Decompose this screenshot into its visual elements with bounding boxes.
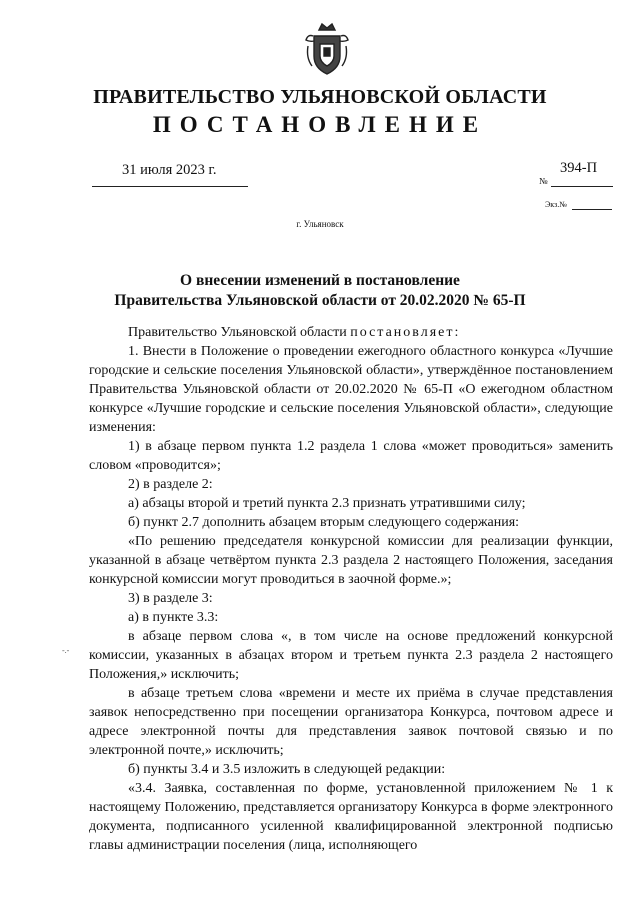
paragraph: «По решению председателя конкурсной комиссии для реализации функции, указанной в абзаце четвёртом пункта 2.3 раздела 2 настоящего Положения, заседания конкурсной комиссии могут проводиться в заочной форме.»; bbox=[89, 534, 613, 587]
city: г. Ульяновск bbox=[296, 219, 344, 229]
intro-verb: постановляет bbox=[350, 325, 455, 340]
title-line-1: О внесении изменений в постановление bbox=[180, 272, 460, 289]
document-number: 394-П bbox=[560, 160, 598, 176]
copy-number-label: Экз.№ bbox=[545, 200, 567, 209]
paragraph: «3.4. Заявка, составленная по форме, установленной приложением № 1 к настоящему Положению, представляется организатору Конкурса в форме электронного документа, подписанного усиленной квалифицированной электронной подписью главы администрации поселения (лица, исполняющего bbox=[89, 781, 613, 853]
paragraph: 2) в разделе 2: bbox=[128, 477, 213, 492]
document-date: 31 июля 2023 г. bbox=[122, 162, 217, 178]
paragraph: б) пункт 2.7 дополнить абзацем вторым следующего содержания: bbox=[128, 515, 520, 530]
coat-of-arms-icon bbox=[304, 22, 350, 80]
paragraph: б) пункты 3.4 и 3.5 изложить в следующей редакции: bbox=[128, 762, 446, 777]
government-name: ПРАВИТЕЛЬСТВО УЛЬЯНОВСКОЙ ОБЛАСТИ bbox=[93, 86, 547, 108]
paragraph: в абзаце третьем слова «времени и месте их приёма в случае представления заявок непосредственно при посещении организатора Конкурса, почтовом адресе и адресе электронной почты для представления заявок почтовой связью и по электронной почте,» исключить; bbox=[89, 686, 613, 758]
intro-colon: : bbox=[454, 325, 459, 340]
document-title bbox=[0, 271, 640, 311]
intro-paragraph bbox=[89, 323, 613, 342]
paragraph: 3) в разделе 3: bbox=[128, 591, 213, 606]
paragraph: 1. Внести в Положение о проведении ежегодного областного конкурса «Лучшие городские и сельские поселения Ульяновской области», утверждённое постановлением Правительства Ульяновской области от 20.02.2020 № 65-П «О ежегодном областном конкурсе «Лучшие городские и сельские поселения Ульяновской области», следующие изменения: bbox=[89, 344, 613, 435]
paragraph: а) в пункте 3.3: bbox=[128, 610, 219, 625]
title-line-2: Правительства Ульяновской области от 20.02.2020 № 65-П bbox=[114, 292, 526, 309]
document-type: ПОСТАНОВЛЕНИЕ bbox=[152, 112, 488, 137]
margin-mark: -.- bbox=[62, 646, 70, 655]
number-prefix: № bbox=[539, 176, 548, 186]
number-underline bbox=[551, 186, 613, 187]
copy-number-underline bbox=[572, 209, 612, 210]
paragraph: в абзаце первом слова «, в том числе на основе предложений конкурсной комиссии, указанных в абзацах втором и третьем пункта 2.3 раздела 2 настоящего Положения,» исключить; bbox=[89, 629, 613, 682]
paragraph: 1) в абзаце первом пункта 1.2 раздела 1 слова «может проводиться» заменить словом «проводится»; bbox=[89, 439, 613, 473]
document-body bbox=[89, 323, 613, 855]
date-underline bbox=[92, 186, 248, 187]
intro-text: Правительство Ульяновской области bbox=[128, 325, 351, 340]
paragraph: а) абзацы второй и третий пункта 2.3 признать утратившими силу; bbox=[128, 496, 526, 511]
